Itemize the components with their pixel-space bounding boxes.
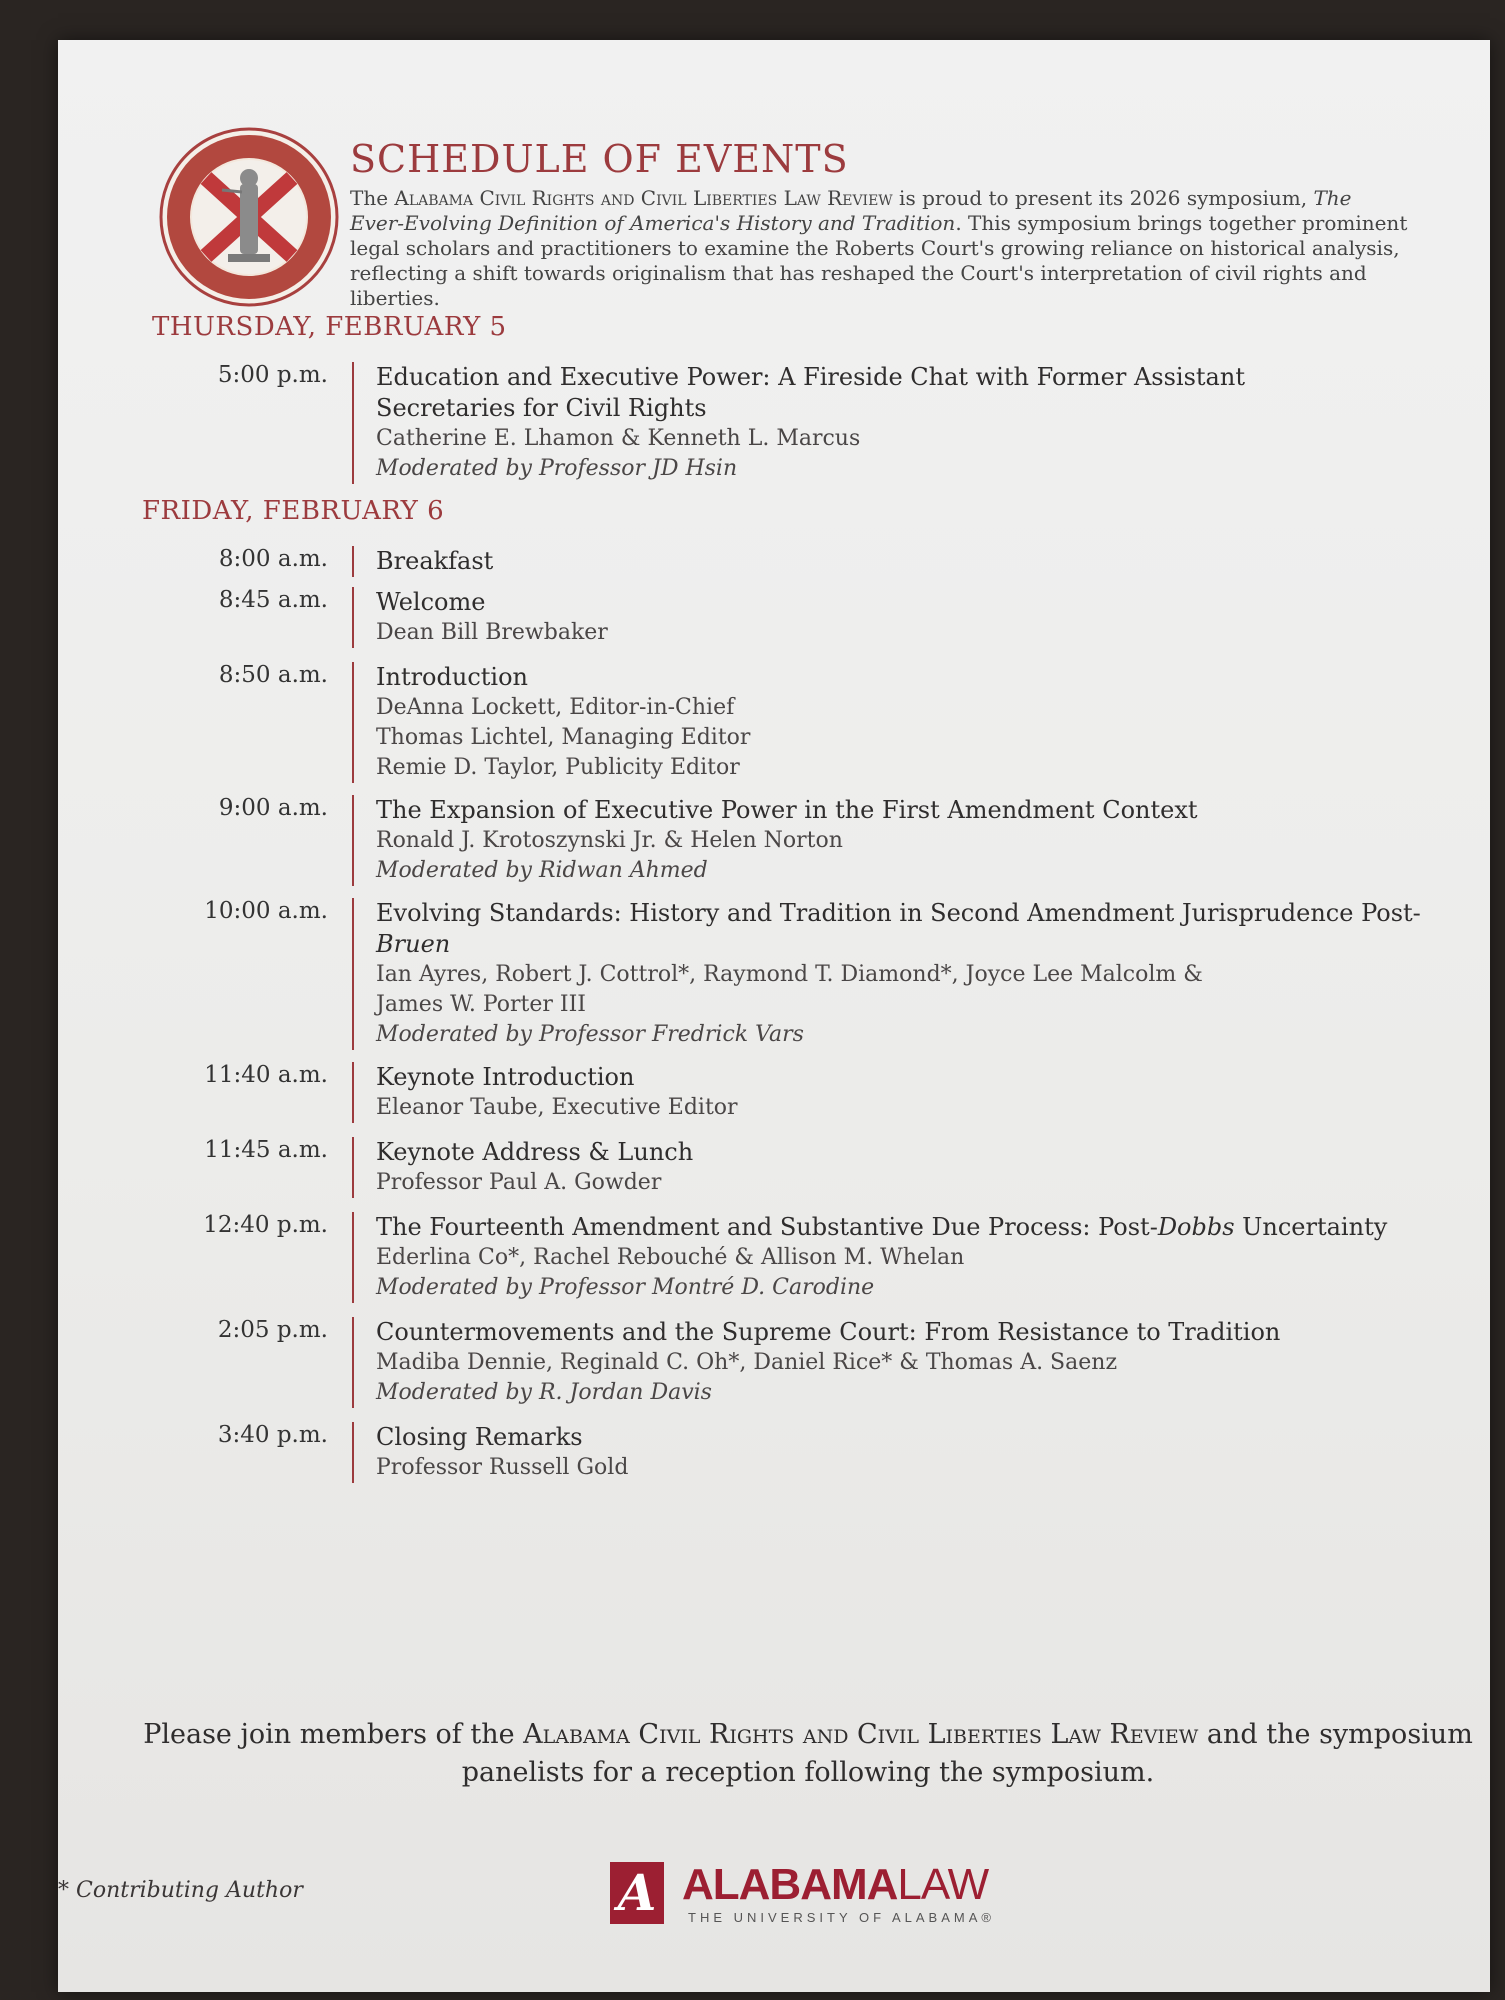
schedule-row (102, 898, 1432, 1050)
thursday-schedule (102, 362, 1302, 484)
speaker: Dean Bill Brewbaker (376, 620, 608, 645)
event-time: 11:40 a.m. (204, 1062, 328, 1088)
logo-wordmark (682, 1860, 988, 1910)
symposium-title: The Ever-Evolving Definition of America's History and Tradition (350, 186, 1352, 235)
speaker: Thomas Lichtel, Managing Editor (376, 725, 751, 750)
panelists: Madiba Dennie, Reginald C. Oh*, Daniel Rice* & Thomas A. Saenz (376, 1350, 1118, 1375)
org-name: Alabama Civil Rights and Civil Liberties Law Review (523, 1719, 1199, 1750)
moderator: Moderated by R. Jordan Davis (376, 1380, 712, 1405)
session-title (376, 898, 1432, 960)
schedule-row (102, 1317, 1432, 1408)
moderator: Moderated by Professor Fredrick Vars (376, 1022, 804, 1047)
event-details (352, 662, 1432, 783)
session-title: The Expansion of Executive Power in the First Amendment Context (376, 796, 1198, 824)
event-details (352, 546, 1432, 577)
session-title: Breakfast (376, 547, 494, 575)
intro-text: . This symposium brings together prominent legal scholars and practitioners to examine the Roberts Court's growing reliance on historical analysis, reflecting a shift towards originalism that has reshaped the Court's interpretation of civil rights and liberties. (350, 211, 1408, 310)
schedule-row (102, 795, 1432, 886)
intro-text: is proud to present its 2026 symposium, (892, 186, 1314, 210)
panelists: Catherine E. Lhamon & Kenneth L. Marcus (376, 426, 861, 451)
schedule-row (102, 546, 1432, 577)
page-title: SCHEDULE OF EVENTS (350, 137, 849, 181)
event-details (352, 362, 1302, 484)
panelists: Ederlina Co*, Rachel Rebouché & Allison M. Whelan (376, 1245, 965, 1270)
logo-subtitle: THE UNIVERSITY OF ALABAMA® (688, 1910, 995, 1925)
session-title-text: The Fourteenth Amendment and Substantive Due Process: Post- (376, 1213, 1158, 1241)
event-time: 9:00 a.m. (218, 795, 328, 821)
event-details (352, 587, 1432, 648)
friday-schedule (102, 546, 1432, 1483)
reception-text: Please join members of the (143, 1719, 524, 1750)
event-details (352, 898, 1432, 1050)
schedule-row (102, 587, 1432, 648)
schedule-row (102, 362, 1302, 484)
intro-text: The (350, 186, 395, 210)
law-review-seal-icon (158, 126, 340, 308)
event-time: 8:45 a.m. (218, 587, 328, 613)
reception-note (138, 1716, 1478, 1792)
session-title-text: Evolving Standards: History and Tradition in Second Amendment Jurisprudence Post- (376, 899, 1421, 927)
session-title: Introduction (376, 663, 528, 691)
session-title: Closing Remarks (376, 1423, 583, 1451)
session-title: Welcome (376, 588, 486, 616)
event-time: 8:50 a.m. (218, 662, 328, 688)
session-title: Keynote Introduction (376, 1063, 635, 1091)
moderator: Moderated by Professor Montré D. Carodine (376, 1275, 875, 1300)
case-name: Bruen (376, 930, 451, 958)
event-time: 3:40 p.m. (217, 1422, 328, 1448)
event-details (352, 795, 1432, 886)
speaker: Remie D. Taylor, Publicity Editor (376, 755, 740, 780)
schedule-row (102, 1422, 1432, 1483)
event-time: 5:00 p.m. (217, 362, 328, 388)
panelists: Ian Ayres, Robert J. Cottrol*, Raymond T. Diamond*, Joyce Lee Malcolm & (376, 962, 1203, 987)
panelists: Ronald J. Krotoszynski Jr. & Helen Norton (376, 828, 843, 853)
event-details (352, 1062, 1432, 1123)
schedule-row (102, 1212, 1432, 1303)
reception-text: and the symposium panelists for a reception following the symposium. (461, 1719, 1473, 1788)
intro-paragraph (350, 186, 1410, 311)
event-time: 2:05 p.m. (217, 1317, 328, 1343)
day-heading-friday: FRIDAY, FEBRUARY 6 (142, 496, 445, 526)
speaker: DeAnna Lockett, Editor-in-Chief (376, 695, 735, 720)
schedule-row (102, 662, 1432, 783)
header-block (350, 138, 1410, 311)
speaker: Professor Paul A. Gowder (376, 1170, 662, 1195)
schedule-row (102, 1062, 1432, 1123)
event-time: 11:45 a.m. (204, 1137, 328, 1163)
org-name: Alabama Civil Rights and Civil Liberties Law Review (394, 186, 893, 210)
day-heading-thursday: THURSDAY, FEBRUARY 5 (152, 312, 507, 342)
panelists: James W. Porter III (376, 992, 586, 1017)
moderator: Moderated by Ridwan Ahmed (376, 858, 708, 883)
speaker: Professor Russell Gold (376, 1455, 629, 1480)
logo-word-bold: ALABAMA (682, 1860, 898, 1909)
event-details (352, 1212, 1432, 1303)
event-details (352, 1137, 1432, 1198)
event-time: 12:40 p.m. (203, 1212, 328, 1238)
session-title (376, 1212, 1432, 1243)
case-name: Dobbs (1157, 1213, 1235, 1241)
event-details (352, 1422, 1432, 1483)
speaker: Eleanor Taube, Executive Editor (376, 1095, 738, 1120)
event-time: 10:00 a.m. (204, 898, 328, 924)
event-time: 8:00 a.m. (218, 546, 328, 572)
session-title-text: Uncertainty (1234, 1213, 1388, 1241)
session-title: Education and Executive Power: A Fireside Chat with Former Assistant Secretaries for Civil Rights (376, 363, 1245, 422)
program-page (58, 40, 1490, 1992)
moderator: Moderated by Professor JD Hsin (376, 456, 738, 481)
footnote: * Contributing Author (58, 1878, 303, 1903)
session-title: Countermovements and the Supreme Court: From Resistance to Tradition (376, 1318, 1281, 1346)
logo-word-light: LAW (897, 1860, 989, 1909)
schedule-row (102, 1137, 1432, 1198)
session-title: Keynote Address & Lunch (376, 1138, 694, 1166)
alabama-a-icon: A (610, 1862, 664, 1924)
event-details (352, 1317, 1432, 1408)
